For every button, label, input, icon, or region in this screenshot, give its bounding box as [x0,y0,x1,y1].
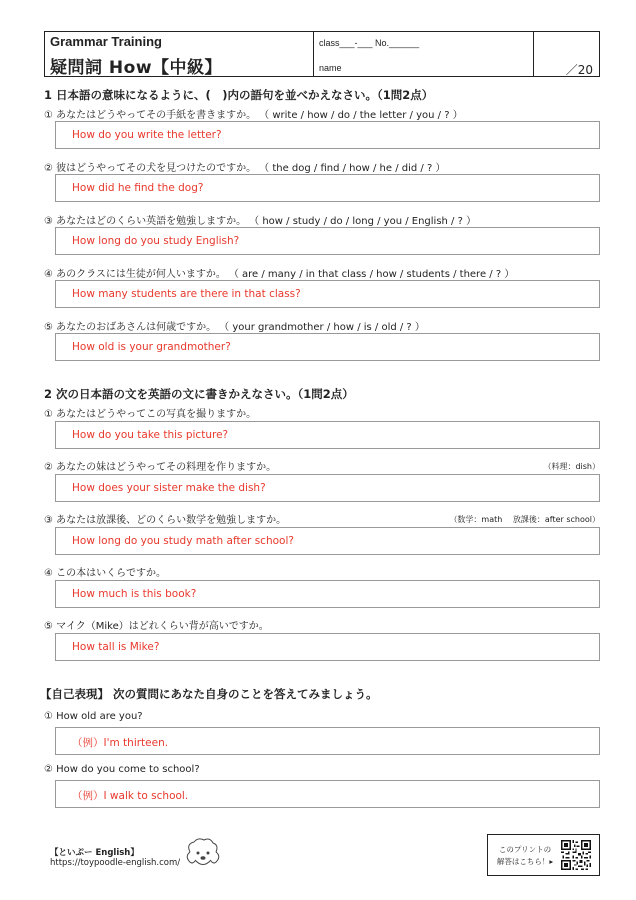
s1-answer-box-5[interactable] [55,333,600,361]
student-info-cell [313,32,534,76]
s1-question-4: ④ あのクラスには生徒が何人いますか。 （ are / many / in that class / how / students / there / ? ） [44,269,515,280]
title-en: Grammar Training [50,34,162,49]
s2-answer-2: How does your sister make the dish? [72,482,266,494]
s2-answer-1: How do you take this picture? [72,429,229,441]
s3-answer-2: （例）I walk to school. [72,790,189,802]
s2-answer-box-3[interactable] [55,527,600,555]
s1-answer-2: How did he find the dog? [72,182,204,194]
s1-answer-5: How old is your grandmother? [72,341,231,353]
s3-question-1: ① How old are you? [44,711,143,722]
answer-link-text: このプリントの 解答はこちら！▸ [496,845,554,866]
s1-question-2: ② 彼はどうやってその犬を見つけたのですか。 （ the dog / find / how / he / did / ? ） [44,163,446,174]
header-box [44,31,600,77]
score-label: ／20 [565,63,593,77]
s3-answer-box-2[interactable] [55,780,600,808]
title-cell [45,32,314,76]
s2-answer-box-1[interactable] [55,421,600,449]
s2-question-4: ④ この本はいくらですか。 [44,568,167,579]
s3-answer-box-1[interactable] [55,727,600,755]
s2-answer-3: How long do you study math after school? [72,535,294,547]
qr-code-icon[interactable] [561,840,591,870]
section3-heading: 【自己表現】 次の質問にあなた自身のことを答えてみましょう。 [40,687,378,701]
site-url[interactable]: https://toypoodle-english.com/ [50,858,181,868]
s2-question-2: ② あなたの妹はどうやってその料理を作りますか。 [44,462,277,473]
s1-answer-4: How many students are there in that class? [72,288,301,300]
s1-answer-3: How long do you study English? [72,235,240,247]
s1-question-1: ① あなたはどうやってその手紙を書きますか。 （ write / how / do / the letter / you / ? ） [44,110,463,121]
s2-question-1: ① あなたはどうやってこの写真を撮りますか。 [44,409,257,420]
class-label: class___-___ No.______ [319,38,420,48]
section2-heading: 2 次の日本語の文を英語の文に書きかえなさい。（1問2点） [44,387,354,401]
s1-answer-box-2[interactable] [55,174,600,202]
s1-answer-box-3[interactable] [55,227,600,255]
s2-answer-box-5[interactable] [55,633,600,661]
s2-question-5: ⑤ マイク（Mike）はどれくらい背が高いですか。 [44,621,269,632]
s3-question-2: ② How do you come to school? [44,764,200,775]
s2-note-2: （料理：dish） [543,462,600,471]
s1-answer-1: How do you write the letter? [72,129,222,141]
s2-note-3: （数学：math 放課後：after school） [449,515,600,524]
poodle-mascot-icon [182,838,222,870]
s1-question-3: ③ あなたはどのくらい英語を勉強しますか。 （ how / study / do / long / you / English / ? ） [44,216,477,227]
s2-answer-box-4[interactable] [55,580,600,608]
s2-answer-5: How tall is Mike? [72,641,160,653]
s2-answer-4: How much is this book? [72,588,197,600]
brand-name: 【といぷー English】 [50,848,139,858]
s1-answer-box-1[interactable] [55,121,600,149]
section1-heading: 1 日本語の意味になるように、( )内の語句を並べかえなさい。（1問2点） [44,88,434,102]
s3-answer-1: （例）I'm thirteen. [72,737,169,749]
answer-link-box[interactable] [487,834,600,876]
s1-question-5: ⑤ あなたのおばあさんは何歳ですか。 （ your grandmother / how / is / old / ? ） [44,322,425,333]
name-label: name [319,63,342,73]
s2-question-3: ③ あなたは放課後、どのくらい数学を勉強しますか。 [44,515,287,526]
title-jp: 疑問詞 How【中級】 [50,58,223,78]
s2-answer-box-2[interactable] [55,474,600,502]
s1-answer-box-4[interactable] [55,280,600,308]
